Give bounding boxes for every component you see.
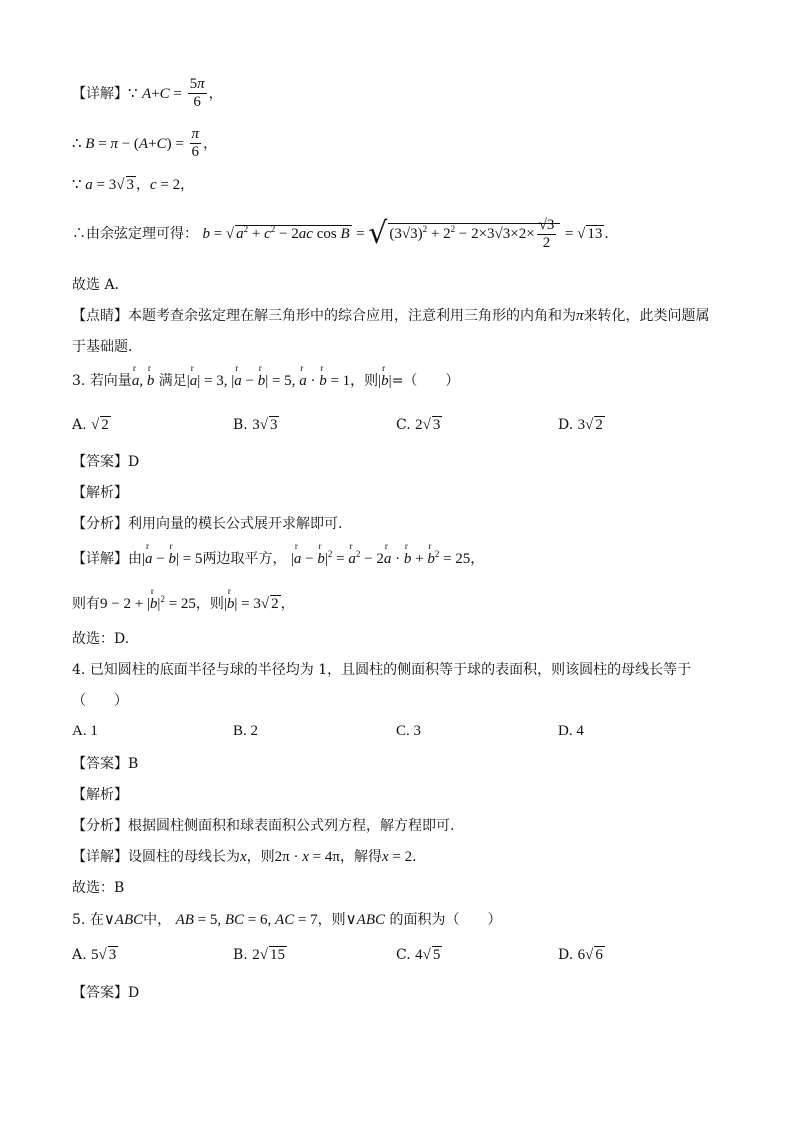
option-radicand: 2	[101, 417, 109, 433]
q4-option-c[interactable]: C. 3	[396, 723, 422, 739]
q3-detail-line-2: 则有9 − 2 + |r $b|^2 = 25$，则|r b| = 3√ 2 ，	[72, 594, 295, 615]
q2-choose: 故选 A．	[72, 277, 129, 293]
option-coef: 5	[91, 947, 99, 963]
comment-text-2: 来转化，此类问题属	[583, 308, 710, 324]
cos-law-prefix: ∴由余弦定理可得：	[72, 226, 198, 243]
q3-stem: 3. 若向量r a, r b 满足|r a| = 3, |r a − r b| = 5, r a · r b = 1，则|r b|=（ ）	[72, 372, 459, 392]
then-text: ，则	[195, 596, 224, 612]
q5-option-b[interactable]: B. 2√ 15	[233, 947, 285, 963]
q3-analysis-label: 【解析】	[72, 485, 128, 501]
answer-label: 【答案】	[72, 985, 128, 1001]
then-have: 则有	[72, 596, 100, 612]
answer-value: B	[128, 756, 139, 772]
q5-stem-then: ，则	[317, 912, 346, 928]
option-coef: 3	[252, 417, 260, 433]
option-letter: A.	[72, 417, 87, 433]
answer-value: D	[128, 454, 140, 470]
method-text: 利用向量的模长公式展开求解即可.	[128, 516, 343, 532]
q3-method	[72, 515, 342, 533]
detail-text-2: ，则	[246, 849, 275, 865]
q4-option-a[interactable]: A. 1	[72, 723, 98, 739]
q3-option-a[interactable]: A. √ 2	[72, 417, 109, 433]
q3-stem-mid: 满足	[158, 373, 187, 389]
detail-line-3: ∵ a = 3√ 3 ，c = 2，	[72, 177, 195, 193]
q3-number: 3.	[72, 373, 86, 389]
q5-stem: 5. 在∨ABC中， AB = 5, BC = 6, AC = 7，则∨ABC 的面积为（ ）	[72, 912, 502, 928]
detail-prefix: 由	[128, 551, 142, 567]
q5-stem-end: 的面积为（ ）	[389, 912, 502, 928]
option-letter: D.	[558, 947, 574, 963]
option-radicand: 6	[595, 947, 603, 963]
option-coef: 4	[415, 947, 423, 963]
comment-text-1: 本题考查余弦定理在解三角形中的综合应用，注意利用三角形的内角和为	[128, 308, 576, 324]
q2-comment-line-1	[72, 307, 710, 327]
detail-label: 【详解】	[72, 849, 128, 865]
option-coef: 6	[577, 947, 586, 963]
answer-value: D	[128, 985, 140, 1001]
q4-option-d[interactable]: D. 4	[558, 723, 584, 739]
answer-label: 【答案】	[72, 454, 128, 470]
q5-option-c[interactable]: C. 4√ 5	[396, 947, 441, 963]
option-radicand: 2	[595, 417, 603, 433]
option-radicand: 3	[108, 947, 117, 963]
detail-text-1: 设圆柱的母线长为	[128, 849, 240, 865]
q5-stem-prefix: 在	[89, 912, 104, 928]
option-letter: B.	[233, 417, 248, 433]
option-radicand: 15	[269, 947, 285, 963]
q3-option-b[interactable]: B. 3√ 3	[233, 417, 278, 433]
detail-text-3: ，解得	[339, 849, 382, 865]
option-coef: 3	[577, 417, 586, 433]
q3-option-c[interactable]: C. 2√ 3	[396, 417, 441, 433]
q5-answer	[72, 984, 139, 1002]
option-letter: C.	[396, 947, 411, 963]
q3-stem-prefix: 若向量	[89, 373, 132, 389]
option-letter: D.	[558, 417, 574, 433]
option-letter: B.	[233, 947, 248, 963]
q2-comment-line-2: 于基础题．	[72, 339, 142, 355]
comment-label: 【点睛】	[72, 308, 128, 324]
detail-line-1: 【详解】∵ A+C = $\frac{5\pi}{6}$ ，	[72, 76, 223, 111]
q5-option-a[interactable]: A. 5√ 3	[72, 947, 117, 963]
q3-answer	[72, 453, 139, 471]
q5-stem-mid: 中，	[143, 912, 172, 928]
method-label: 【分析】	[72, 818, 128, 834]
option-radicand: 3	[269, 417, 278, 433]
option-letter: C.	[396, 417, 411, 433]
q4-choose: 故选：B	[72, 880, 125, 896]
q3-stem-then: ，则	[350, 373, 379, 389]
option-coef: 2	[415, 417, 423, 433]
q5-option-d[interactable]: D. 6√ 6	[558, 947, 603, 963]
option-coef: 2	[252, 947, 260, 963]
comment-pi: π	[576, 308, 584, 324]
q4-answer	[72, 755, 138, 773]
detail-line-2: ∴ B = π − (A+C) = $\frac{\pi}{6}$ ，	[72, 126, 218, 161]
answer-label: 【答案】	[72, 756, 128, 772]
q4-analysis-label: 【解析】	[72, 787, 128, 803]
method-text: 根据圆柱侧面积和球表面积公式列方程，解方程即可.	[128, 818, 455, 834]
option-letter: A.	[72, 947, 87, 963]
detail-mid: 两边取平方，	[202, 551, 287, 567]
detail-label: 【详解】	[72, 551, 128, 567]
q4-method	[72, 817, 454, 835]
q4-stem-line-1	[72, 661, 691, 679]
q4-stem-line-2: （ ）	[72, 693, 128, 709]
option-radicand: 5	[432, 947, 441, 963]
q3-detail-line-1: 【详解】由|r a − r b| = 5两边取平方， |r a − r $b|^2 = r$ $a^2 - 2r$ a · r b + r $b^2 = 25$，	[72, 549, 484, 570]
q3-stem-paren: =（ ）	[391, 373, 460, 389]
cos-law-line: ∴由余弦定理可得： b = √ $a^2 + c^2 - 2ac$ cos B = √ $(3√3)^2 + 2^2 - 2\times 3√3\times 2\times$ $\frac{√3}{2}$ = √ 13 ．	[72, 216, 619, 252]
q4-detail: 【详解】设圆柱的母线长为x，则2π · x = 4π，解得x = 2．	[72, 849, 427, 865]
detail-label: 【详解】	[72, 85, 128, 102]
q4-number: 4.	[72, 662, 86, 678]
q5-number: 5.	[72, 912, 86, 928]
q3-choose: 故选：D.	[72, 631, 130, 647]
q4-option-b[interactable]: B. 2	[233, 723, 259, 739]
q3-option-d[interactable]: D. 3√ 2	[558, 417, 603, 433]
option-radicand: 3	[432, 417, 441, 433]
method-label: 【分析】	[72, 516, 128, 532]
q4-stem-text: 已知圆柱的底面半径与球的半径均为 1，且圆柱的侧面积等于球的表面积，则该圆柱的母线长等于	[89, 662, 692, 678]
